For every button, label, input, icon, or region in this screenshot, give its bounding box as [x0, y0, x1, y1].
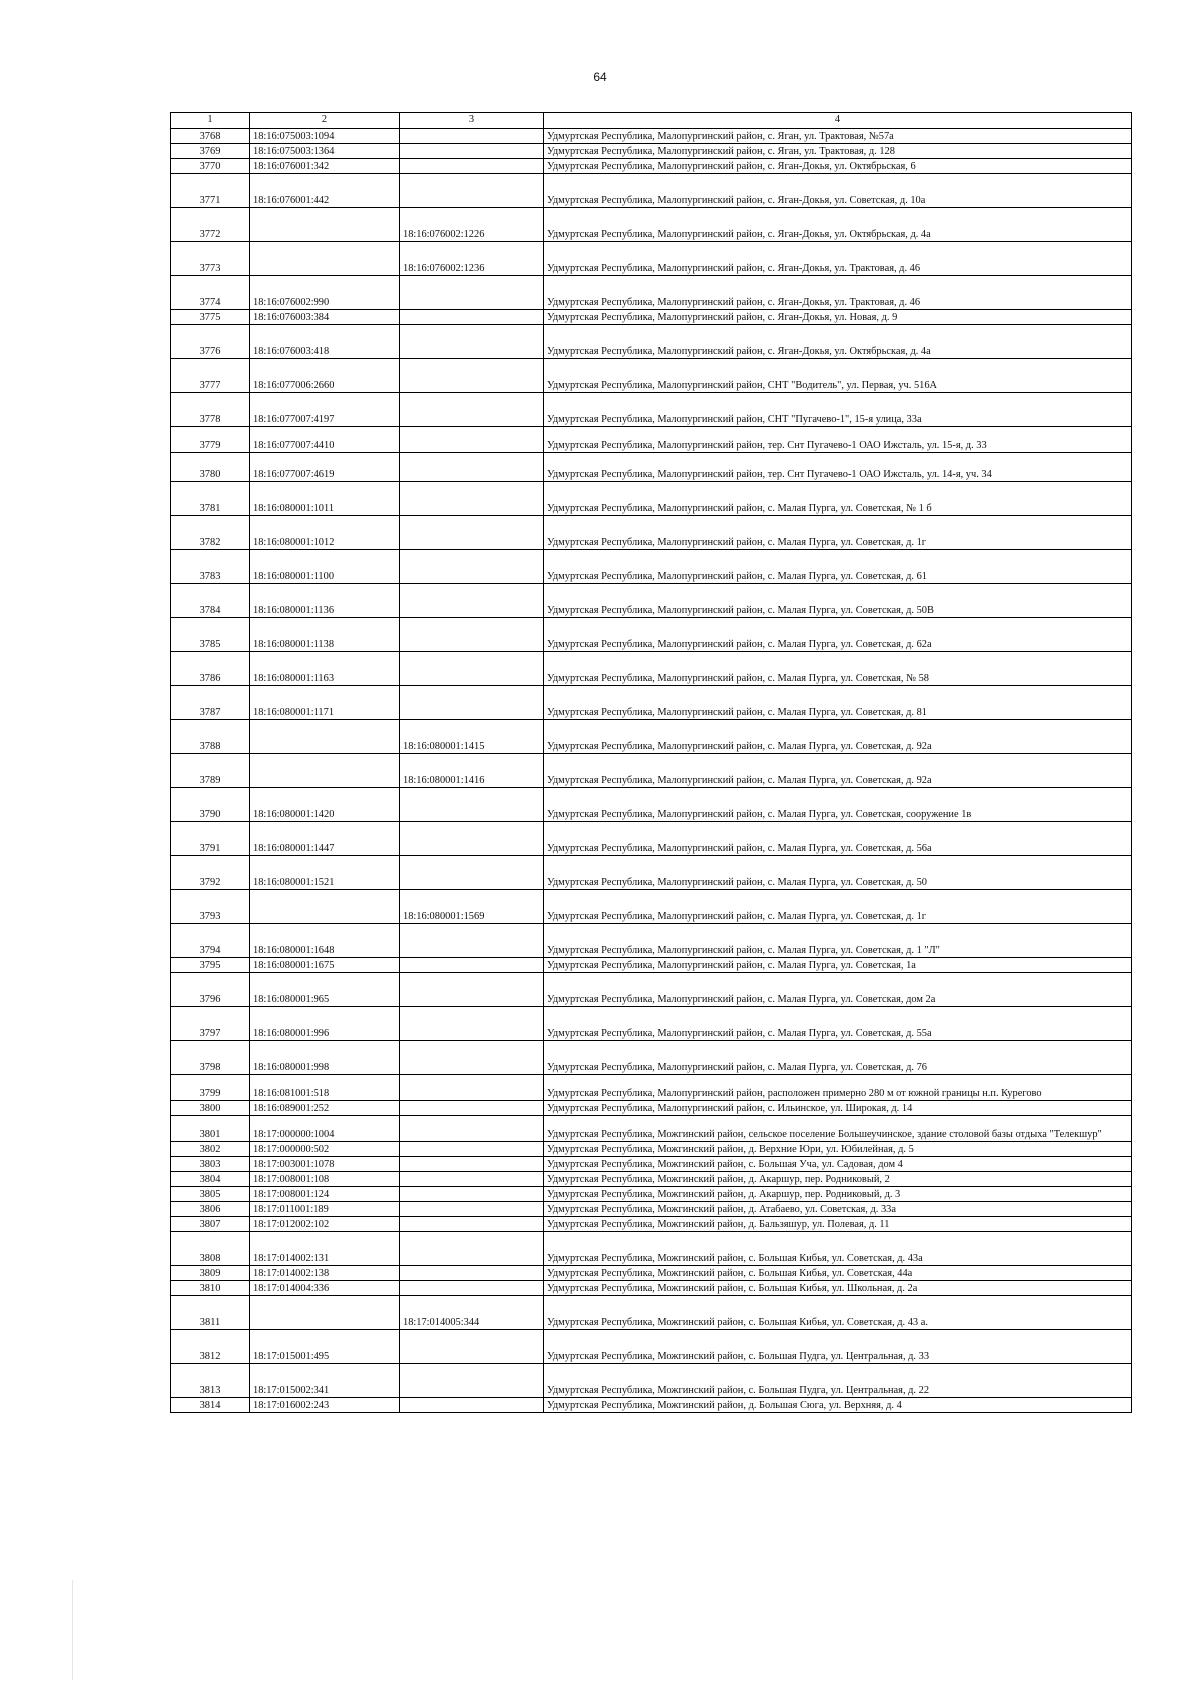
secondary-cadastral-number-cell	[400, 1187, 544, 1202]
page-number: 64	[593, 70, 607, 84]
column-header-4: 4	[544, 113, 1132, 129]
address-cell: Удмуртская Республика, Можгинский район, д. Акаршур, пер. Родниковый, 2	[544, 1172, 1132, 1187]
secondary-cadastral-number-cell	[400, 1007, 544, 1041]
address-cell: Удмуртская Республика, Можгинский район, д. Большая Сюга, ул. Верхняя, д. 4	[544, 1398, 1132, 1413]
table-row	[171, 359, 1132, 393]
row-number-cell: 3798	[171, 1041, 250, 1075]
secondary-cadastral-number-cell	[400, 822, 544, 856]
address-cell: Удмуртская Республика, Малопургинский район, с. Малая Пурга, ул. Советская, д. 92а	[544, 720, 1132, 754]
row-number-cell: 3785	[171, 618, 250, 652]
row-number-cell: 3794	[171, 924, 250, 958]
secondary-cadastral-number-cell	[400, 1398, 544, 1413]
secondary-cadastral-number-cell	[400, 276, 544, 310]
cadastral-number-cell	[250, 754, 400, 788]
secondary-cadastral-number-cell	[400, 174, 544, 208]
secondary-cadastral-number-cell: 18:17:014005:344	[400, 1296, 544, 1330]
cadastral-number-cell: 18:16:081001:518	[250, 1075, 400, 1101]
table-row	[171, 1075, 1132, 1101]
secondary-cadastral-number-cell	[400, 652, 544, 686]
cadastral-number-cell: 18:16:080001:1100	[250, 550, 400, 584]
table-row	[171, 686, 1132, 720]
table-row	[171, 144, 1132, 159]
address-cell: Удмуртская Республика, Малопургинский район, тер. Снт Пугачево-1 ОАО Ижсталь, ул. 14-я, уч. 34	[544, 453, 1132, 482]
row-number-cell: 3788	[171, 720, 250, 754]
cadastral-number-cell: 18:16:080001:965	[250, 973, 400, 1007]
address-cell: Удмуртская Республика, Можгинский район, с. Большая Кибья, ул. Школьная, д. 2а	[544, 1281, 1132, 1296]
table-row	[171, 890, 1132, 924]
address-cell: Удмуртская Республика, Малопургинский район, с. Малая Пурга, ул. Советская, д. 1г	[544, 516, 1132, 550]
row-number-cell: 3804	[171, 1172, 250, 1187]
cadastral-number-cell: 18:17:014002:131	[250, 1232, 400, 1266]
row-number-cell: 3805	[171, 1187, 250, 1202]
cadastral-number-cell: 18:17:008001:124	[250, 1187, 400, 1202]
table-row	[171, 788, 1132, 822]
cadastral-number-cell: 18:17:000000:1004	[250, 1116, 400, 1142]
address-cell: Удмуртская Республика, Можгинский район, с. Большая Кибья, ул. Советская, д. 43 а.	[544, 1296, 1132, 1330]
table-row	[171, 652, 1132, 686]
secondary-cadastral-number-cell: 18:16:080001:1416	[400, 754, 544, 788]
address-cell: Удмуртская Республика, Малопургинский район, с. Малая Пурга, ул. Советская, д. 76	[544, 1041, 1132, 1075]
address-cell: Удмуртская Республика, Малопургинский район, с. Малая Пурга, ул. Советская, дом 2а	[544, 973, 1132, 1007]
table-row	[171, 856, 1132, 890]
cadastral-number-cell: 18:17:014004:336	[250, 1281, 400, 1296]
cadastral-number-cell	[250, 890, 400, 924]
table-row	[171, 1232, 1132, 1266]
row-number-cell: 3781	[171, 482, 250, 516]
cadastral-number-cell	[250, 1296, 400, 1330]
table-row	[171, 1142, 1132, 1157]
cadastral-number-cell: 18:16:080001:996	[250, 1007, 400, 1041]
row-number-cell: 3810	[171, 1281, 250, 1296]
address-cell: Удмуртская Республика, Малопургинский район, с. Малая Пурга, ул. Советская, 1а	[544, 958, 1132, 973]
row-number-cell: 3803	[171, 1157, 250, 1172]
address-cell: Удмуртская Республика, Можгинский район, с. Большая Кибья, ул. Советская, д. 43а	[544, 1232, 1132, 1266]
row-number-cell: 3769	[171, 144, 250, 159]
row-number-cell: 3796	[171, 973, 250, 1007]
cadastral-number-cell: 18:16:075003:1364	[250, 144, 400, 159]
cadastral-number-cell: 18:16:080001:1136	[250, 584, 400, 618]
row-number-cell: 3795	[171, 958, 250, 973]
row-number-cell: 3807	[171, 1217, 250, 1232]
table-row	[171, 276, 1132, 310]
row-number-cell: 3778	[171, 393, 250, 427]
table-row	[171, 208, 1132, 242]
secondary-cadastral-number-cell: 18:16:076002:1236	[400, 242, 544, 276]
cadastral-number-cell: 18:17:000000:502	[250, 1142, 400, 1157]
row-number-cell: 3813	[171, 1364, 250, 1398]
cadastral-number-cell: 18:16:080001:1420	[250, 788, 400, 822]
secondary-cadastral-number-cell	[400, 453, 544, 482]
address-cell: Удмуртская Республика, Малопургинский район, с. Яган-Докья, ул. Октябрьская, д. 4а	[544, 208, 1132, 242]
address-cell: Удмуртская Республика, Малопургинский район, с. Яган-Докья, ул. Октябрьская, 6	[544, 159, 1132, 174]
row-number-cell: 3775	[171, 310, 250, 325]
secondary-cadastral-number-cell	[400, 788, 544, 822]
cadastral-number-cell: 18:17:016002:243	[250, 1398, 400, 1413]
table-row	[171, 1101, 1132, 1116]
secondary-cadastral-number-cell	[400, 1075, 544, 1101]
property-register-table	[170, 112, 1132, 1413]
secondary-cadastral-number-cell	[400, 618, 544, 652]
row-number-cell: 3814	[171, 1398, 250, 1413]
cadastral-number-cell: 18:16:077007:4410	[250, 427, 400, 453]
cadastral-number-cell: 18:16:080001:1675	[250, 958, 400, 973]
table-row	[171, 482, 1132, 516]
row-number-cell: 3812	[171, 1330, 250, 1364]
table-row	[171, 453, 1132, 482]
cadastral-number-cell: 18:16:080001:1648	[250, 924, 400, 958]
address-cell: Удмуртская Республика, Малопургинский район, с. Малая Пурга, ул. Советская, д. 55а	[544, 1007, 1132, 1041]
address-cell: Удмуртская Республика, Можгинский район, с. Большая Кибья, ул. Советская, 44а	[544, 1266, 1132, 1281]
address-cell: Удмуртская Республика, Малопургинский район, с. Малая Пурга, ул. Советская, д. 62а	[544, 618, 1132, 652]
secondary-cadastral-number-cell: 18:16:080001:1415	[400, 720, 544, 754]
address-cell: Удмуртская Республика, Можгинский район, д. Акаршур, пер. Родниковый, д. 3	[544, 1187, 1132, 1202]
row-number-cell: 3770	[171, 159, 250, 174]
cadastral-number-cell: 18:16:080001:1011	[250, 482, 400, 516]
column-header-2: 2	[250, 113, 400, 129]
row-number-cell: 3797	[171, 1007, 250, 1041]
cadastral-number-cell: 18:16:080001:1138	[250, 618, 400, 652]
table-row	[171, 393, 1132, 427]
row-number-cell: 3773	[171, 242, 250, 276]
address-cell: Удмуртская Республика, Малопургинский район, с. Яган-Докья, ул. Октябрьская, д. 4а	[544, 325, 1132, 359]
table-row	[171, 174, 1132, 208]
secondary-cadastral-number-cell	[400, 1217, 544, 1232]
secondary-cadastral-number-cell	[400, 1116, 544, 1142]
address-cell: Удмуртская Республика, Малопургинский район, с. Малая Пурга, ул. Советская, д. 1г	[544, 890, 1132, 924]
secondary-cadastral-number-cell	[400, 1157, 544, 1172]
table-row	[171, 1202, 1132, 1217]
table-row	[171, 1041, 1132, 1075]
address-cell: Удмуртская Республика, Малопургинский район, с. Яган-Докья, ул. Советская, д. 10а	[544, 174, 1132, 208]
table-row	[171, 1296, 1132, 1330]
row-number-cell: 3809	[171, 1266, 250, 1281]
secondary-cadastral-number-cell: 18:16:080001:1569	[400, 890, 544, 924]
row-number-cell: 3790	[171, 788, 250, 822]
row-number-cell: 3791	[171, 822, 250, 856]
table-row	[171, 924, 1132, 958]
secondary-cadastral-number-cell	[400, 393, 544, 427]
cadastral-number-cell: 18:16:075003:1094	[250, 129, 400, 144]
cadastral-number-cell: 18:17:003001:1078	[250, 1157, 400, 1172]
cadastral-number-cell: 18:17:015002:341	[250, 1364, 400, 1398]
secondary-cadastral-number-cell	[400, 1202, 544, 1217]
cadastral-number-cell: 18:16:077007:4197	[250, 393, 400, 427]
table-row	[171, 973, 1132, 1007]
cadastral-number-cell: 18:17:012002:102	[250, 1217, 400, 1232]
row-number-cell: 3793	[171, 890, 250, 924]
cadastral-number-cell: 18:16:076003:418	[250, 325, 400, 359]
secondary-cadastral-number-cell	[400, 482, 544, 516]
row-number-cell: 3792	[171, 856, 250, 890]
address-cell: Удмуртская Республика, Малопургинский район, с. Малая Пурга, ул. Советская, д. 1 "Л"	[544, 924, 1132, 958]
table-row	[171, 1281, 1132, 1296]
row-number-cell: 3789	[171, 754, 250, 788]
row-number-cell: 3806	[171, 1202, 250, 1217]
address-cell: Удмуртская Республика, Можгинский район, с. Большая Пудга, ул. Центральная, д. 33	[544, 1330, 1132, 1364]
secondary-cadastral-number-cell	[400, 359, 544, 393]
address-cell: Удмуртская Республика, Можгинский район, с. Большая Уча, ул. Садовая, дом 4	[544, 1157, 1132, 1172]
table-row	[171, 1217, 1132, 1232]
secondary-cadastral-number-cell	[400, 1142, 544, 1157]
secondary-cadastral-number-cell	[400, 1041, 544, 1075]
row-number-cell: 3787	[171, 686, 250, 720]
secondary-cadastral-number-cell	[400, 1232, 544, 1266]
address-cell: Удмуртская Республика, Малопургинский район, СНТ "Пугачево-1", 15-я улица, 33а	[544, 393, 1132, 427]
address-cell: Удмуртская Республика, Можгинский район, сельское поселение Большеучинское, здание столовой базы отдыха "Телекшур"	[544, 1116, 1132, 1142]
row-number-cell: 3801	[171, 1116, 250, 1142]
header-row	[171, 113, 1132, 129]
row-number-cell: 3786	[171, 652, 250, 686]
address-cell: Удмуртская Республика, Малопургинский район, с. Малая Пурга, ул. Советская, д. 56а	[544, 822, 1132, 856]
column-header-1: 1	[171, 113, 250, 129]
address-cell: Удмуртская Республика, Малопургинский район, с. Яган-Докья, ул. Новая, д. 9	[544, 310, 1132, 325]
cadastral-number-cell: 18:16:076001:442	[250, 174, 400, 208]
address-cell: Удмуртская Республика, Можгинский район, д. Верхние Юри, ул. Юбилейная, д. 5	[544, 1142, 1132, 1157]
row-number-cell: 3777	[171, 359, 250, 393]
row-number-cell: 3772	[171, 208, 250, 242]
table-row	[171, 584, 1132, 618]
cadastral-number-cell	[250, 208, 400, 242]
address-cell: Удмуртская Республика, Малопургинский район, расположен примерно 280 м от южной границы н.п. Курегово	[544, 1075, 1132, 1101]
table-header	[171, 113, 1132, 129]
cadastral-number-cell: 18:17:015001:495	[250, 1330, 400, 1364]
table-row	[171, 1398, 1132, 1413]
secondary-cadastral-number-cell	[400, 516, 544, 550]
table-row	[171, 516, 1132, 550]
address-cell: Удмуртская Республика, Можгинский район, с. Большая Пудга, ул. Центральная, д. 22	[544, 1364, 1132, 1398]
cadastral-number-cell: 18:16:080001:998	[250, 1041, 400, 1075]
address-cell: Удмуртская Республика, Малопургинский район, с. Малая Пурга, ул. Советская, д. 61	[544, 550, 1132, 584]
table-row	[171, 325, 1132, 359]
cadastral-number-cell	[250, 720, 400, 754]
table-row	[171, 720, 1132, 754]
address-cell: Удмуртская Республика, Малопургинский район, с. Яган, ул. Трактовая, д. 128	[544, 144, 1132, 159]
secondary-cadastral-number-cell	[400, 686, 544, 720]
secondary-cadastral-number-cell	[400, 1172, 544, 1187]
secondary-cadastral-number-cell	[400, 958, 544, 973]
address-cell: Удмуртская Республика, Малопургинский район, с. Яган, ул. Трактовая, №57а	[544, 129, 1132, 144]
table-row	[171, 550, 1132, 584]
table-row	[171, 310, 1132, 325]
table-row	[171, 1172, 1132, 1187]
address-cell: Удмуртская Республика, Малопургинский район, с. Малая Пурга, ул. Советская, № 58	[544, 652, 1132, 686]
secondary-cadastral-number-cell	[400, 1330, 544, 1364]
table-body	[171, 129, 1132, 1413]
row-number-cell: 3771	[171, 174, 250, 208]
table-row	[171, 1266, 1132, 1281]
row-number-cell: 3768	[171, 129, 250, 144]
secondary-cadastral-number-cell: 18:16:076002:1226	[400, 208, 544, 242]
table-row	[171, 129, 1132, 144]
cadastral-number-cell: 18:16:080001:1012	[250, 516, 400, 550]
table-row	[171, 618, 1132, 652]
cadastral-number-cell: 18:16:080001:1163	[250, 652, 400, 686]
address-cell: Удмуртская Республика, Можгинский район, д. Бальзяшур, ул. Полевая, д. 11	[544, 1217, 1132, 1232]
row-number-cell: 3782	[171, 516, 250, 550]
address-cell: Удмуртская Республика, Малопургинский район, тер. Снт Пугачево-1 ОАО Ижсталь, ул. 15-я, д. 33	[544, 427, 1132, 453]
cadastral-number-cell: 18:16:076003:384	[250, 310, 400, 325]
cadastral-number-cell: 18:17:008001:108	[250, 1172, 400, 1187]
secondary-cadastral-number-cell	[400, 144, 544, 159]
cadastral-number-cell: 18:16:076001:342	[250, 159, 400, 174]
row-number-cell: 3780	[171, 453, 250, 482]
address-cell: Удмуртская Республика, Малопургинский район, СНТ "Водитель", ул. Первая, уч. 516А	[544, 359, 1132, 393]
cadastral-number-cell: 18:16:077007:4619	[250, 453, 400, 482]
row-number-cell: 3774	[171, 276, 250, 310]
cadastral-number-cell: 18:16:089001:252	[250, 1101, 400, 1116]
row-number-cell: 3808	[171, 1232, 250, 1266]
cadastral-number-cell: 18:17:011001:189	[250, 1202, 400, 1217]
secondary-cadastral-number-cell	[400, 1281, 544, 1296]
table-row	[171, 427, 1132, 453]
secondary-cadastral-number-cell	[400, 427, 544, 453]
secondary-cadastral-number-cell	[400, 1364, 544, 1398]
table-row	[171, 958, 1132, 973]
address-cell: Удмуртская Республика, Малопургинский район, с. Яган-Докья, ул. Трактовая, д. 46	[544, 276, 1132, 310]
secondary-cadastral-number-cell	[400, 310, 544, 325]
cadastral-number-cell	[250, 242, 400, 276]
scan-artifact-line	[72, 1580, 73, 1680]
secondary-cadastral-number-cell	[400, 1101, 544, 1116]
table-row	[171, 1364, 1132, 1398]
table-row	[171, 1330, 1132, 1364]
cadastral-number-cell: 18:16:076002:990	[250, 276, 400, 310]
row-number-cell: 3800	[171, 1101, 250, 1116]
secondary-cadastral-number-cell	[400, 924, 544, 958]
row-number-cell: 3802	[171, 1142, 250, 1157]
table-row	[171, 1157, 1132, 1172]
cadastral-number-cell: 18:16:080001:1171	[250, 686, 400, 720]
secondary-cadastral-number-cell	[400, 129, 544, 144]
address-cell: Удмуртская Республика, Малопургинский район, с. Малая Пурга, ул. Советская, № 1 б	[544, 482, 1132, 516]
secondary-cadastral-number-cell	[400, 159, 544, 174]
address-cell: Удмуртская Республика, Малопургинский район, с. Малая Пурга, ул. Советская, д. 50	[544, 856, 1132, 890]
row-number-cell: 3783	[171, 550, 250, 584]
address-cell: Удмуртская Республика, Малопургинский район, с. Малая Пурга, ул. Советская, д. 81	[544, 686, 1132, 720]
table-row	[171, 754, 1132, 788]
address-cell: Удмуртская Республика, Малопургинский район, с. Малая Пурга, ул. Советская, д. 50В	[544, 584, 1132, 618]
cadastral-number-cell: 18:16:080001:1521	[250, 856, 400, 890]
table-row	[171, 1116, 1132, 1142]
secondary-cadastral-number-cell	[400, 550, 544, 584]
secondary-cadastral-number-cell	[400, 856, 544, 890]
address-cell: Удмуртская Республика, Малопургинский район, с. Ильинское, ул. Широкая, д. 14	[544, 1101, 1132, 1116]
address-cell: Удмуртская Республика, Малопургинский район, с. Яган-Докья, ул. Трактовая, д. 46	[544, 242, 1132, 276]
row-number-cell: 3811	[171, 1296, 250, 1330]
cadastral-number-cell: 18:16:080001:1447	[250, 822, 400, 856]
cadastral-number-cell: 18:17:014002:138	[250, 1266, 400, 1281]
address-cell: Удмуртская Республика, Малопургинский район, с. Малая Пурга, ул. Советская, д. 92а	[544, 754, 1132, 788]
row-number-cell: 3776	[171, 325, 250, 359]
address-cell: Удмуртская Республика, Можгинский район, д. Атабаево, ул. Советская, д. 33а	[544, 1202, 1132, 1217]
secondary-cadastral-number-cell	[400, 1266, 544, 1281]
cadastral-number-cell: 18:16:077006:2660	[250, 359, 400, 393]
column-header-3: 3	[400, 113, 544, 129]
secondary-cadastral-number-cell	[400, 973, 544, 1007]
address-cell: Удмуртская Республика, Малопургинский район, с. Малая Пурга, ул. Советская, сооружение 1в	[544, 788, 1132, 822]
table-row	[171, 822, 1132, 856]
row-number-cell: 3779	[171, 427, 250, 453]
secondary-cadastral-number-cell	[400, 584, 544, 618]
table-row	[171, 159, 1132, 174]
row-number-cell: 3799	[171, 1075, 250, 1101]
table-row	[171, 242, 1132, 276]
table-row	[171, 1187, 1132, 1202]
table-row	[171, 1007, 1132, 1041]
secondary-cadastral-number-cell	[400, 325, 544, 359]
row-number-cell: 3784	[171, 584, 250, 618]
